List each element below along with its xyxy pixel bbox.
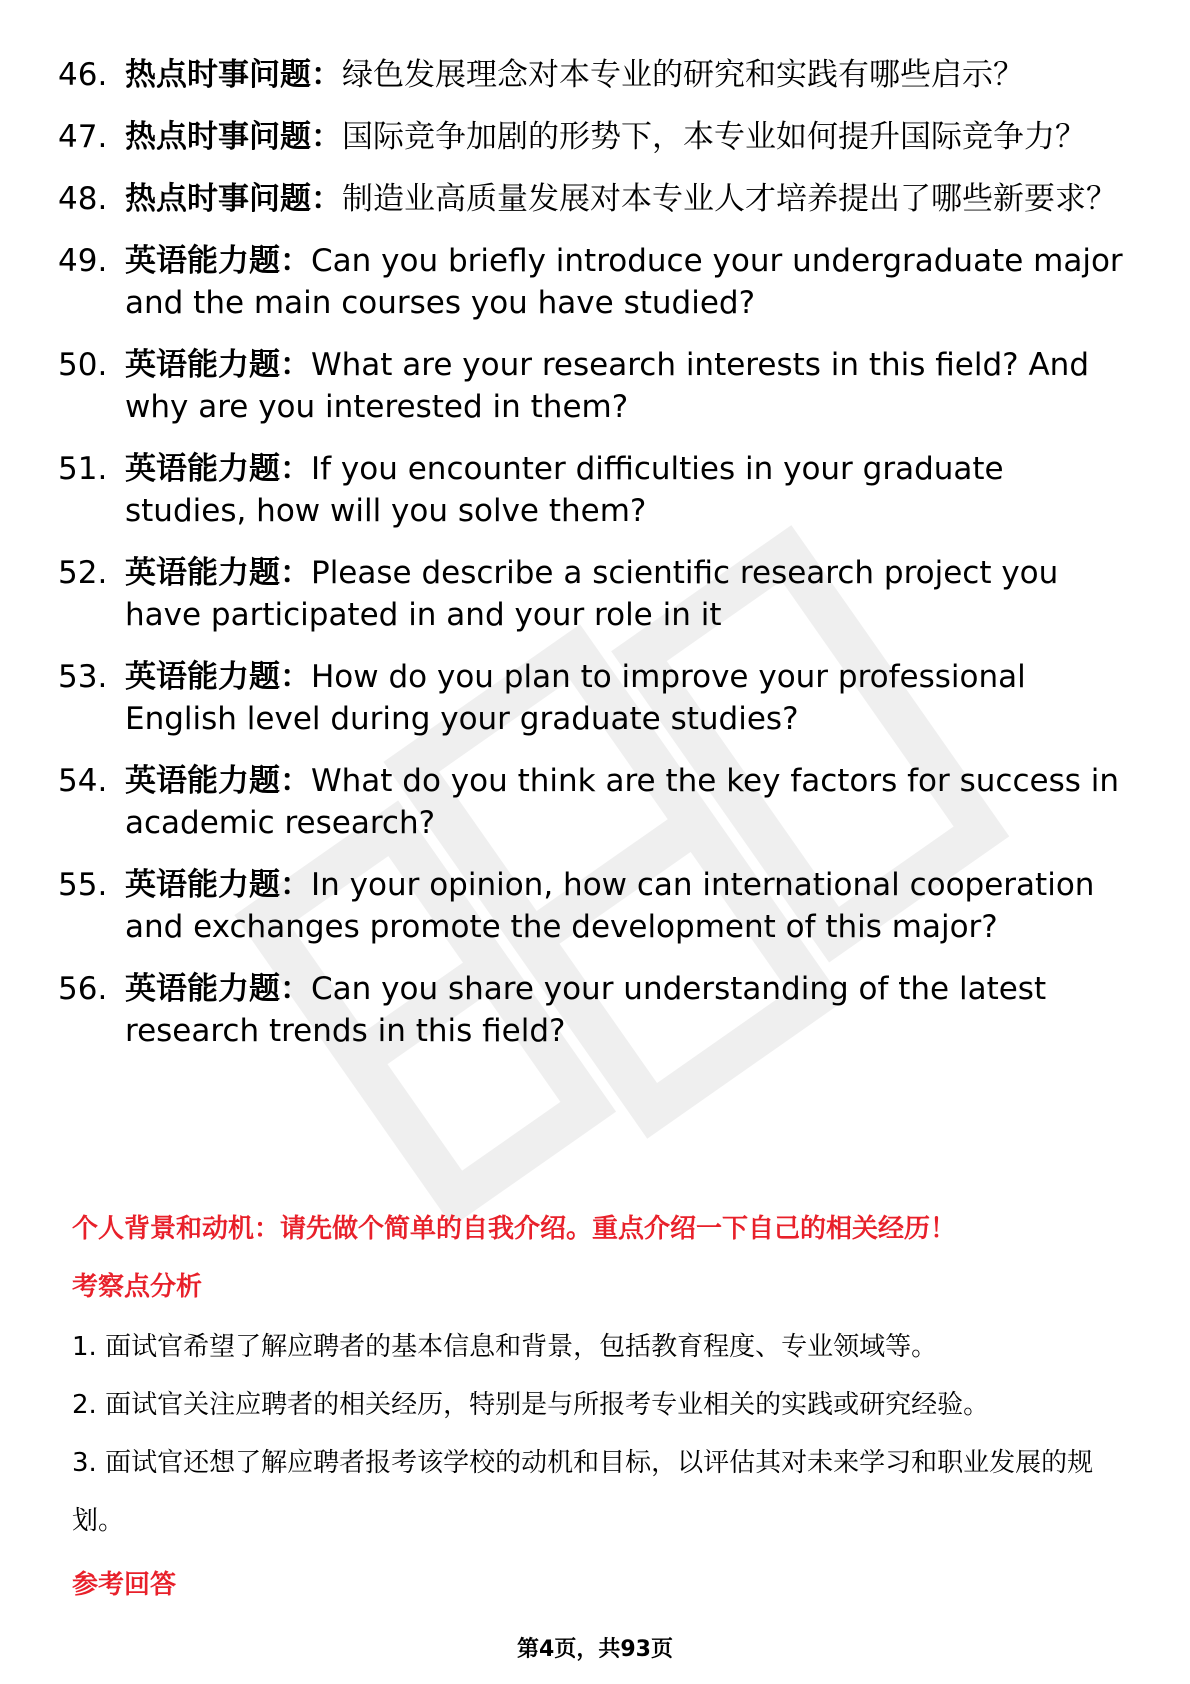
list-item [58,864,1128,948]
question-body [125,344,1128,428]
question-number: 49. [58,243,108,279]
page-footer: 第4页，共93页 [517,1637,673,1662]
question-category: 英语能力题： [125,243,311,279]
question-category: 英语能力题： [125,971,311,1007]
analysis-heading: 考察点分析 [72,1272,203,1302]
list-item [58,448,1128,532]
question-number: 51. [58,451,108,487]
question-number: 48. [58,181,108,217]
list-item [58,344,1128,428]
question-body [125,178,1128,220]
question-category: 热点时事问题： [125,119,342,155]
list-item [58,968,1128,1052]
reference-heading: 参考回答 [72,1570,177,1600]
question-text: In your opinion, how can international cooperation and exchanges promote the development of this major? [125,867,1095,945]
question-text: If you encounter difficulties in your graduate studies, how will you solve them? [125,451,1004,529]
analysis-point: 1. 面试官希望了解应聘者的基本信息和背景，包括教育程度、专业领域等。 [72,1332,938,1362]
question-number: 55. [58,867,108,903]
question-number: 53. [58,659,108,695]
question-text: Please describe a scientific research project you have participated in and your role in it [125,555,1059,633]
list-item [58,552,1128,636]
list-item [58,240,1128,324]
question-category: 英语能力题： [125,347,311,383]
question-body [125,864,1128,948]
analysis-point: 2. 面试官关注应聘者的相关经历，特别是与所报考专业相关的实践或研究经验。 [72,1390,990,1420]
list-item [58,116,1128,158]
question-category: 英语能力题： [125,867,311,903]
list-item [58,760,1128,844]
question-category: 热点时事问题： [125,181,342,217]
question-number: 47. [58,119,108,155]
question-category: 英语能力题： [125,555,311,591]
analysis-points [72,1318,1132,1550]
list-item [58,656,1128,740]
question-category: 热点时事问题： [125,57,342,93]
question-text: 制造业高质量发展对本专业人才培养提出了哪些新要求？ [342,181,1117,217]
question-number: 50. [58,347,108,383]
question-list [58,54,1128,1072]
question-text: What do you think are the key factors for success in academic research? [125,763,1119,841]
intro-heading: 个人背景和动机：请先做个简单的自我介绍。重点介绍一下自己的相关经历！ [72,1214,957,1244]
question-body [125,54,1128,96]
question-number: 52. [58,555,108,591]
question-body [125,968,1128,1052]
question-text: 国际竞争加剧的形势下，本专业如何提升国际竞争力？ [342,119,1086,155]
question-body [125,760,1128,844]
question-text: What are your research interests in this field? And why are you interested in them? [125,347,1090,425]
question-body [125,656,1128,740]
question-text: Can you share your understanding of the latest research trends in this field? [125,971,1047,1049]
question-number: 56. [58,971,108,1007]
question-body [125,116,1128,158]
question-text: Can you briefly introduce your undergraduate major and the main courses you have studied? [125,243,1123,321]
list-item [58,54,1128,96]
question-text: How do you plan to improve your professional English level during your graduate studies? [125,659,1026,737]
question-category: 英语能力题： [125,451,311,487]
question-body [125,240,1128,324]
question-number: 54. [58,763,108,799]
question-body [125,552,1128,636]
analysis-point: 3. 面试官还想了解应聘者报考该学校的动机和目标，以评估其对未来学习和职业发展的规划。 [72,1448,1094,1536]
question-text: 绿色发展理念对本专业的研究和实践有哪些启示？ [342,57,1024,93]
question-category: 英语能力题： [125,659,311,695]
list-item [58,178,1128,220]
question-number: 46. [58,57,108,93]
question-body [125,448,1128,532]
question-category: 英语能力题： [125,763,311,799]
